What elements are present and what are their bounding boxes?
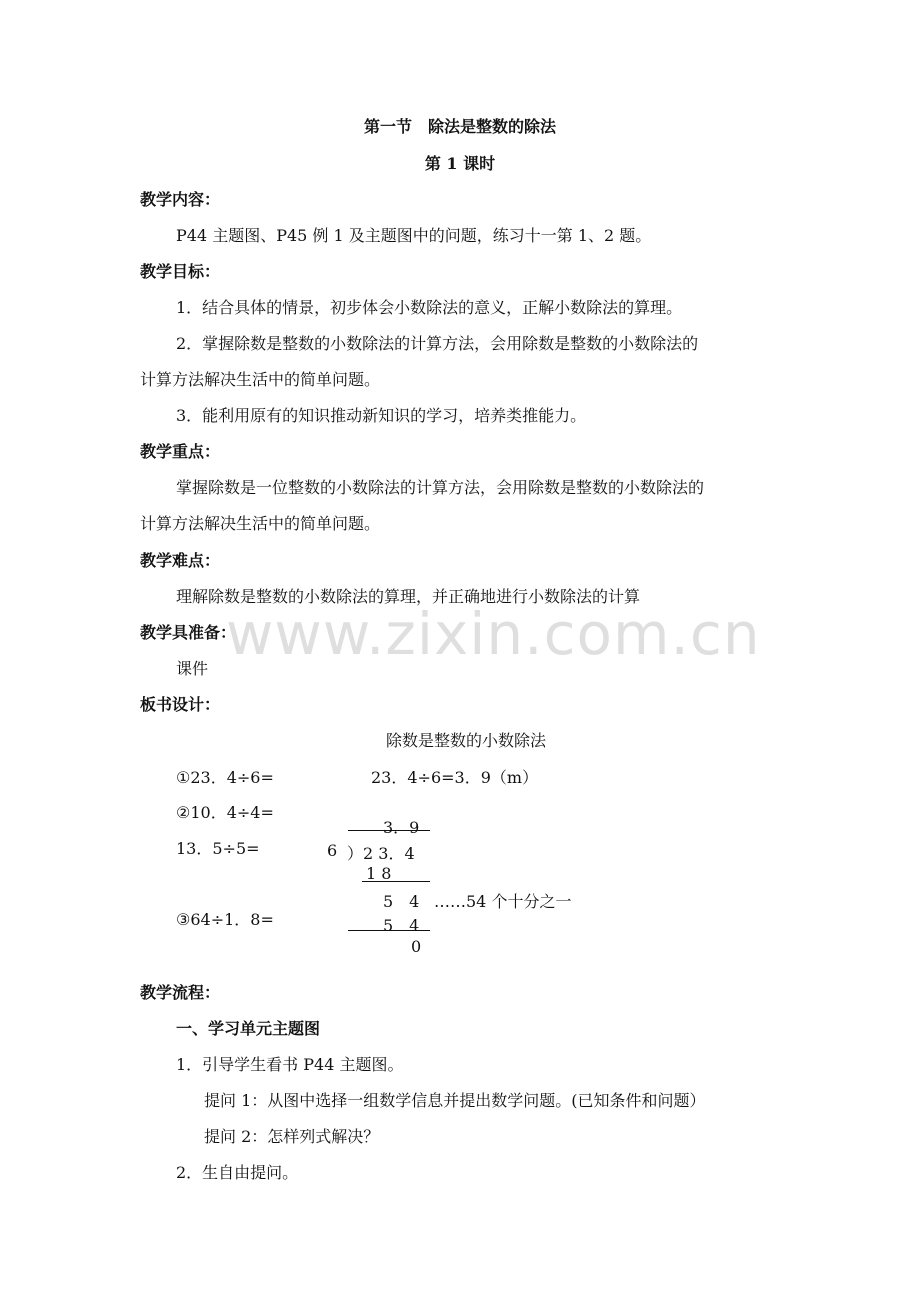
goal-item-2-line1: 2．掌握除数是整数的小数除法的计算方法，会用除数是整数的小数除法的 [176,334,699,353]
materials-heading: 教学具准备： [140,623,237,642]
division-bar-1 [362,881,430,882]
key-points-line1: 掌握除数是一位整数的小数除法的计算方法，会用除数是整数的小数除法的 [176,478,705,497]
process-step-1: 1．引导学生看书 P44 主题图。 [176,1055,404,1074]
process-step-2: 2．生自由提问。 [176,1163,299,1182]
division-step-1: 1 8 [366,864,392,883]
key-points-line2: 计算方法解决生活中的简单问题。 [140,514,381,533]
process-section-1: 一、学习单元主题图 [176,1019,321,1038]
board-equation-4: ③64÷1．8= [176,910,274,929]
board-result: 23．4÷6=3．9（m） [371,768,539,787]
division-remainder: 0 [411,937,422,956]
page-title: 第一节 除法是整数的除法 [363,117,556,136]
board-heading: 板书设计： [140,695,221,714]
difficulties-text: 理解除数是整数的小数除法的算理，并正确地进行小数除法的计算 [176,587,641,606]
difficulties-heading: 教学难点： [140,551,221,570]
key-points-heading: 教学重点： [140,442,221,461]
division-step-3: 5 4 [383,916,420,935]
board-equation-2: ②10．4÷4= [176,803,274,822]
watermark: www.zixin.com.cn [226,600,761,668]
goal-item-3: 3．能利用原有的知识推动新知识的学习，培养类推能力。 [176,406,587,425]
goal-item-2-line2: 计算方法解决生活中的简单问题。 [140,370,381,389]
materials-text: 课件 [176,659,209,678]
division-quotient: 3．9 [383,818,420,837]
division-bar-2 [348,930,430,931]
board-equation-1: ①23．4÷6= [176,768,274,787]
content-heading: 教学内容： [140,190,221,209]
division-dividend: ）2 3．4 [347,844,415,863]
board-equation-3: 13．5÷5= [176,839,260,858]
process-heading: 教学流程： [140,983,221,1002]
lesson-subtitle: 第 1 课时 [424,154,496,173]
process-question-2: 提问 2：怎样列式解决？ [204,1127,380,1146]
goals-heading: 教学目标： [140,262,221,281]
division-divisor: 6 [327,841,338,860]
content-text: P44 主题图、P45 例 1 及主题图中的问题，练习十一第 1、2 题。 [176,226,652,245]
process-question-1: 提问 1：从图中选择一组数学信息并提出数学问题。(已知条件和问题） [204,1091,706,1110]
division-step-2: 5 4 [383,892,420,911]
goal-item-1: 1．结合具体的情景，初步体会小数除法的意义，正解小数除法的算理。 [176,298,683,317]
board-title: 除数是整数的小数除法 [386,731,547,750]
division-note: ……54 个十分之一 [434,892,572,911]
